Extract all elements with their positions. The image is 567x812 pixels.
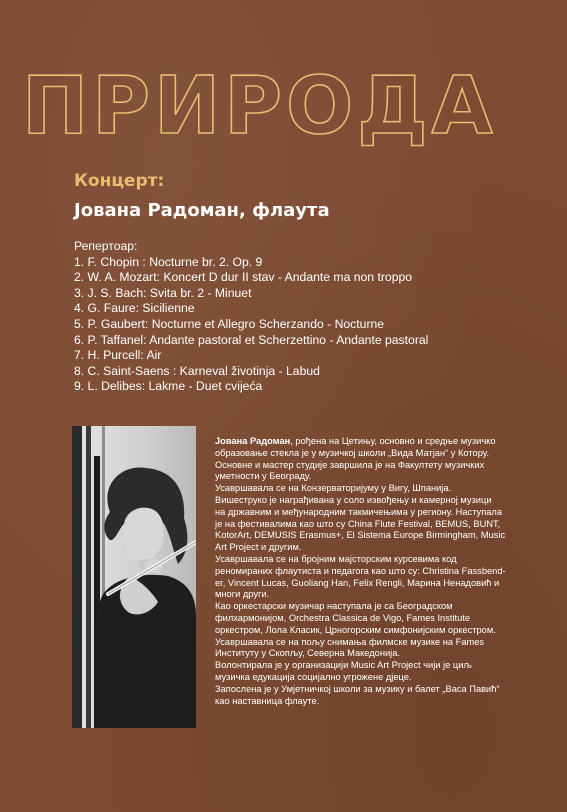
bio-line: многи други.	[215, 589, 270, 600]
bio-line: Институту у Скопљу, Северна Македонија.	[215, 648, 400, 659]
repertoire-item: 2. W. A. Mozart: Koncert D dur II stav - Andante ma non troppo	[74, 270, 413, 285]
bio-line: је на фестивалима као што су China Flute Festival, BEMUS, BUNT,	[215, 518, 501, 529]
bio-line: Усавршавала се на пољу снимања филмске музике на Fames	[215, 636, 485, 647]
repertoire-item: 6. P. Taffanel: Andante pastoral et Scherzettino - Andante pastoral	[74, 332, 429, 347]
bio-line: Као оркестарски музичар наступала је са Београдском	[215, 601, 453, 612]
performer-name: Јована Радоман, флаута	[74, 200, 330, 221]
bio-line: Усавршавала се на Конзерваторијуму у Вигу, Шпанија.	[215, 483, 452, 494]
bio-line: филхармонијом, Orchestra Classica de Vigo, Fames Institute	[215, 612, 471, 623]
bio-line: Art Project и другим.	[215, 542, 302, 553]
bio-line: реномираних флаутиста и педагога као што су: Christina Fassbend-	[215, 565, 506, 576]
repertoire-item: 1. F. Chopin : Nocturne br. 2. Op. 9	[74, 254, 263, 269]
repertoire-item: 4. G. Faure: Sicilienne	[74, 301, 195, 316]
bio-line: Запослена је у Умјетничкој школи за музику и балет „Васа Павић“	[215, 683, 500, 694]
bio-line: музичка едукација социјално угрожене дјеце.	[215, 671, 412, 682]
concert-label: Концерт:	[74, 171, 165, 191]
bio-line: на државним и међународним такмичењима у региону. Наступала	[215, 506, 503, 517]
bio-paragraph	[215, 436, 530, 448]
bio-line: уметности у Београду.	[215, 471, 312, 482]
performer-bio	[215, 436, 530, 707]
repertoire-item: 3. J. S. Bach: Svita br. 2 - Minuet	[74, 285, 252, 300]
repertoire-heading: Репертоар:	[74, 239, 138, 253]
bio-line: Основне и мастер студије завршила је на Факултету музичких	[215, 459, 485, 470]
bio-line: Волонтирала је у организацији Music Art Project чији је циљ	[215, 660, 472, 671]
repertoire-item: 7. H. Purcell: Air	[74, 348, 162, 363]
flutist-portrait-image	[72, 426, 196, 728]
bio-line: Усавршавала се на бројним мајсторским курсевима код	[215, 553, 457, 564]
bio-line: , рођена на Цетињу, основно и средње музичко	[290, 436, 496, 446]
repertoire-item: 9. L. Delibes: Lakme - Duet cvijeća	[74, 379, 263, 394]
bio-name: Јована Радоман	[215, 436, 291, 446]
repertoire-item: 8. C. Saint-Saens : Karneval životinja - Labud	[74, 363, 320, 378]
bio-line: er, Vincent Lucas, Guoliang Han, Felix Rengli, Марина Ненадовић и	[215, 577, 500, 588]
bio-line: Вишеструко је награђивана у соло извођењу и камерној музици	[215, 494, 492, 505]
page-title: ПРИРОДА	[22, 60, 497, 152]
repertoire-item: 5. P. Gaubert: Nocturne et Allegro Scherzando - Nocturne	[74, 316, 385, 331]
bio-line: KotorArt, DEMUSIS Erasmus+, El Sistema Europe Birmingham, Music	[215, 530, 506, 541]
bio-line: као наставница флауте.	[215, 695, 320, 706]
bio-line: оркестром, Лола Класик, Црногорским симфонијским оркестром.	[215, 624, 496, 635]
bio-line: образовање стекла је у музичкој школи „Вида Матјан“ у Котору.	[215, 447, 490, 458]
repertoire-list	[74, 239, 428, 395]
performer-photo	[72, 426, 196, 728]
